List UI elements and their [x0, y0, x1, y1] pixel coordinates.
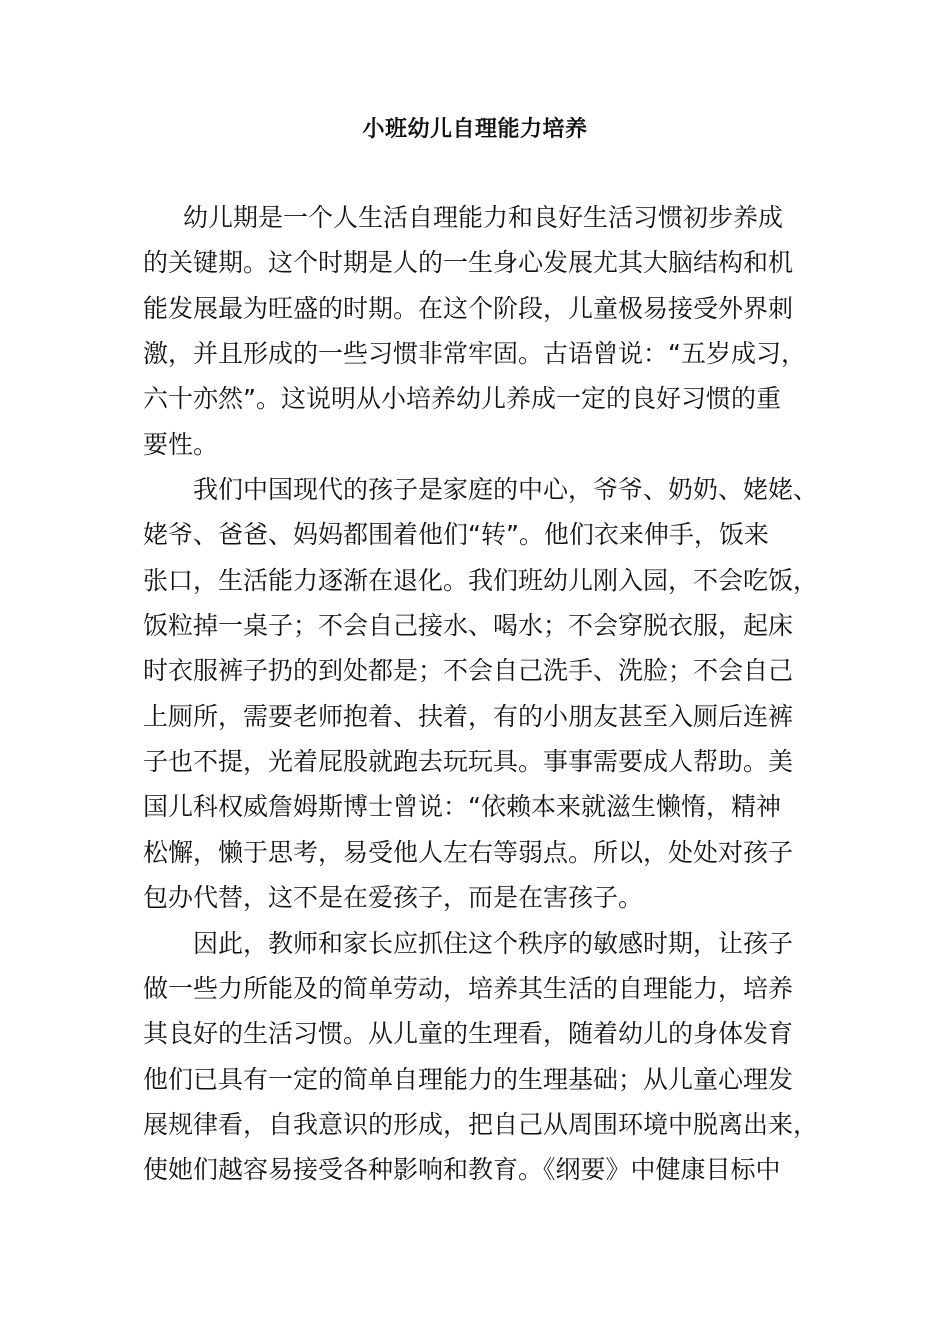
paragraph-3-line-3: 其良好的生活习惯。从儿童的生理看，随着幼儿的身体发育 [143, 1019, 794, 1049]
paragraph-2-line-1: 我们中国现代的孩子是家庭的中心，爷爷、奶奶、姥姥、 [193, 475, 819, 505]
paragraph-3-line-6: 使她们越容易接受各种影响和教育。《纲要》中健康目标中 [143, 1155, 781, 1185]
paragraph-3-line-2: 做一些力所能及的简单劳动，培养其生活的自理能力，培养 [143, 973, 794, 1003]
paragraph-1-line-6: 要性。 [143, 429, 219, 459]
paragraph-3-line-1: 因此，教师和家长应抓住这个秩序的敏感时期，让孩子 [193, 928, 794, 958]
paragraph-1-line-1: 幼儿期是一个人生活自理能力和良好生活习惯初步养成 [183, 203, 784, 232]
paragraph-1-line-2: 的关键期。这个时期是人的一生身心发展尤其大脑结构和机 [143, 248, 794, 278]
paragraph-2-line-8: 国儿科权威詹姆斯博士曾说：“依赖本来就滋生懒惰，精神 [143, 792, 781, 822]
paragraph-2-line-9: 松懈，懒于思考，易受他人左右等弱点。所以，处处对孩子 [143, 837, 794, 867]
paragraph-2-line-10: 包办代替，这不是在爱孩子，而是在害孩子。 [143, 883, 644, 913]
paragraph-2-line-6: 上厕所，需要老师抱着、扶着，有的小朋友甚至入厕后连裤 [143, 701, 794, 731]
paragraph-1-line-4: 激，并且形成的一些习惯非常牢固。古语曾说：“五岁成习， [143, 339, 806, 369]
paragraph-2-line-2: 姥爷、爸爸、妈妈都围着他们“转”。他们衣来伸手，饭来 [143, 520, 769, 550]
paragraph-2-line-4: 饭粒掉一桌子；不会自己接水、喝水；不会穿脱衣服，起床 [143, 611, 794, 641]
document-title: 小班幼儿自理能力培养 [362, 117, 588, 142]
paragraph-2-line-5: 时衣服裤子扔的到处都是；不会自己洗手、洗脸；不会自己 [143, 656, 794, 686]
paragraph-1-line-5: 六十亦然”。这说明从小培养幼儿养成一定的良好习惯的重 [143, 384, 781, 414]
document-body [143, 195, 819, 1193]
paragraph-2-line-3: 张口，生活能力逐渐在退化。我们班幼儿刚入园，不会吃饭， [143, 565, 819, 595]
paragraph-2-line-7: 子也不提，光着屁股就跑去玩玩具。事事需要成人帮助。美 [143, 747, 794, 777]
paragraph-3-line-5: 展规律看，自我意识的形成，把自己从周围环境中脱离出来， [143, 1109, 819, 1139]
paragraph-1-line-3: 能发展最为旺盛的时期。在这个阶段，儿童极易接受外界刺 [143, 293, 794, 323]
paragraph-3-line-4: 他们已具有一定的简单自理能力的生理基础；从儿童心理发 [143, 1064, 794, 1094]
